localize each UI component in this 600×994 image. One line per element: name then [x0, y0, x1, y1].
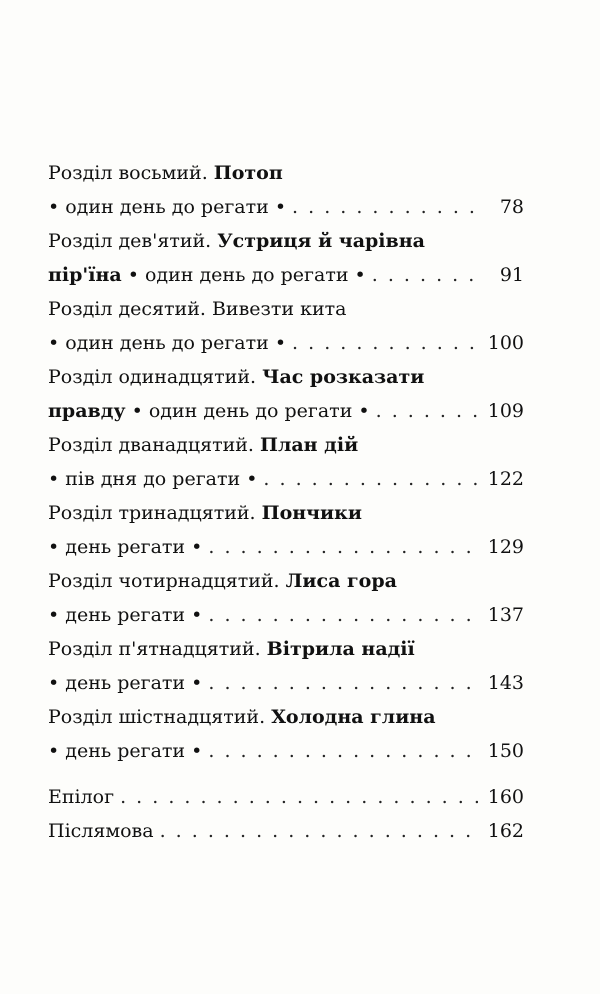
page-number: 100: [487, 332, 524, 354]
toc-entry-chapter-12-title: [48, 428, 524, 462]
page-number: 137: [487, 604, 524, 626]
section-gap: [48, 768, 524, 780]
chapter-label: Розділ десятий. Вивезти кита: [48, 298, 347, 320]
dot-leader: [292, 326, 478, 360]
toc-entry-chapter-11-sub[interactable]: [48, 394, 524, 428]
toc-entry-chapter-13-title: [48, 496, 524, 530]
toc-entry-chapter-16-sub[interactable]: [48, 734, 524, 768]
chapter-title: Лиса гора: [285, 570, 397, 592]
toc-entry-chapter-11-title: [48, 360, 524, 394]
chapter-title: Пончики: [261, 502, 362, 524]
toc-entry-chapter-12-sub[interactable]: [48, 462, 524, 496]
toc-entry-chapter-15-sub[interactable]: [48, 666, 524, 700]
chapter-title: Устриця й чарівна: [217, 230, 425, 252]
dot-leader: [160, 814, 478, 848]
page-number: 143: [487, 672, 524, 694]
chapter-title: Потоп: [213, 162, 283, 184]
chapter-subtitle: • один день до регати •: [48, 332, 287, 354]
entry-label: Післямова: [48, 820, 154, 842]
chapter-subtitle: • день регати •: [48, 740, 203, 762]
chapter-label: Розділ шістнадцятий. Холодна глина: [48, 706, 436, 728]
toc-entry-chapter-16-title: [48, 700, 524, 734]
dot-leader: [120, 780, 478, 814]
page-number: 162: [487, 820, 524, 842]
chapter-label: Розділ дев'ятий. Устриця й чарівна: [48, 230, 425, 252]
dot-leader: [372, 258, 478, 292]
chapter-subtitle: • день регати •: [48, 604, 203, 626]
chapter-label: Розділ одинадцятий. Час розказати: [48, 366, 425, 388]
chapter-title: Час розказати: [262, 366, 425, 388]
chapter-label: Розділ чотирнадцятий. Лиса гора: [48, 570, 397, 592]
toc-entry-chapter-8-title: [48, 156, 524, 190]
chapter-subtitle: • один день до регати •: [48, 196, 287, 218]
chapter-title: Вітрила надії: [266, 638, 415, 660]
entry-label: Епілог: [48, 786, 115, 808]
page-number: 78: [499, 196, 524, 218]
page-number: 129: [487, 536, 524, 558]
toc-entry-chapter-13-sub[interactable]: [48, 530, 524, 564]
chapter-label: Розділ п'ятнадцятий. Вітрила надії: [48, 638, 415, 660]
dot-leader: [208, 734, 478, 768]
dot-leader: [292, 190, 478, 224]
table-of-contents: [48, 156, 524, 848]
toc-entry-chapter-14-title: [48, 564, 524, 598]
page-number: 160: [487, 786, 524, 808]
page-number: 109: [487, 400, 524, 422]
chapter-title: План дій: [260, 434, 359, 456]
toc-entry-chapter-9-sub[interactable]: [48, 258, 524, 292]
toc-entry-epilogue[interactable]: [48, 780, 524, 814]
chapter-subtitle: • день регати •: [48, 672, 203, 694]
chapter-subtitle: правду • один день до регати •: [48, 400, 370, 422]
toc-entry-chapter-10-sub[interactable]: [48, 326, 524, 360]
chapter-subtitle: • пів дня до регати •: [48, 468, 258, 490]
page-number: 150: [487, 740, 524, 762]
chapter-label: Розділ дванадцятий. План дій: [48, 434, 359, 456]
toc-entry-chapter-8-sub[interactable]: [48, 190, 524, 224]
toc-entry-chapter-14-sub[interactable]: [48, 598, 524, 632]
chapter-label: Розділ тринадцятий. Пончики: [48, 502, 362, 524]
toc-entry-chapter-10-title: [48, 292, 524, 326]
dot-leader: [208, 598, 478, 632]
toc-entry-chapter-15-title: [48, 632, 524, 666]
toc-entry-afterword[interactable]: [48, 814, 524, 848]
page-number: 91: [499, 264, 524, 286]
chapter-subtitle: пір'їна • один день до регати •: [48, 264, 366, 286]
dot-leader: [208, 530, 478, 564]
chapter-subtitle: • день регати •: [48, 536, 203, 558]
chapter-title: Холодна глина: [271, 706, 436, 728]
page-number: 122: [487, 468, 524, 490]
chapter-label: Розділ восьмий. Потоп: [48, 162, 283, 184]
dot-leader: [263, 462, 478, 496]
toc-entry-chapter-9-title: [48, 224, 524, 258]
dot-leader: [376, 394, 478, 428]
dot-leader: [208, 666, 478, 700]
